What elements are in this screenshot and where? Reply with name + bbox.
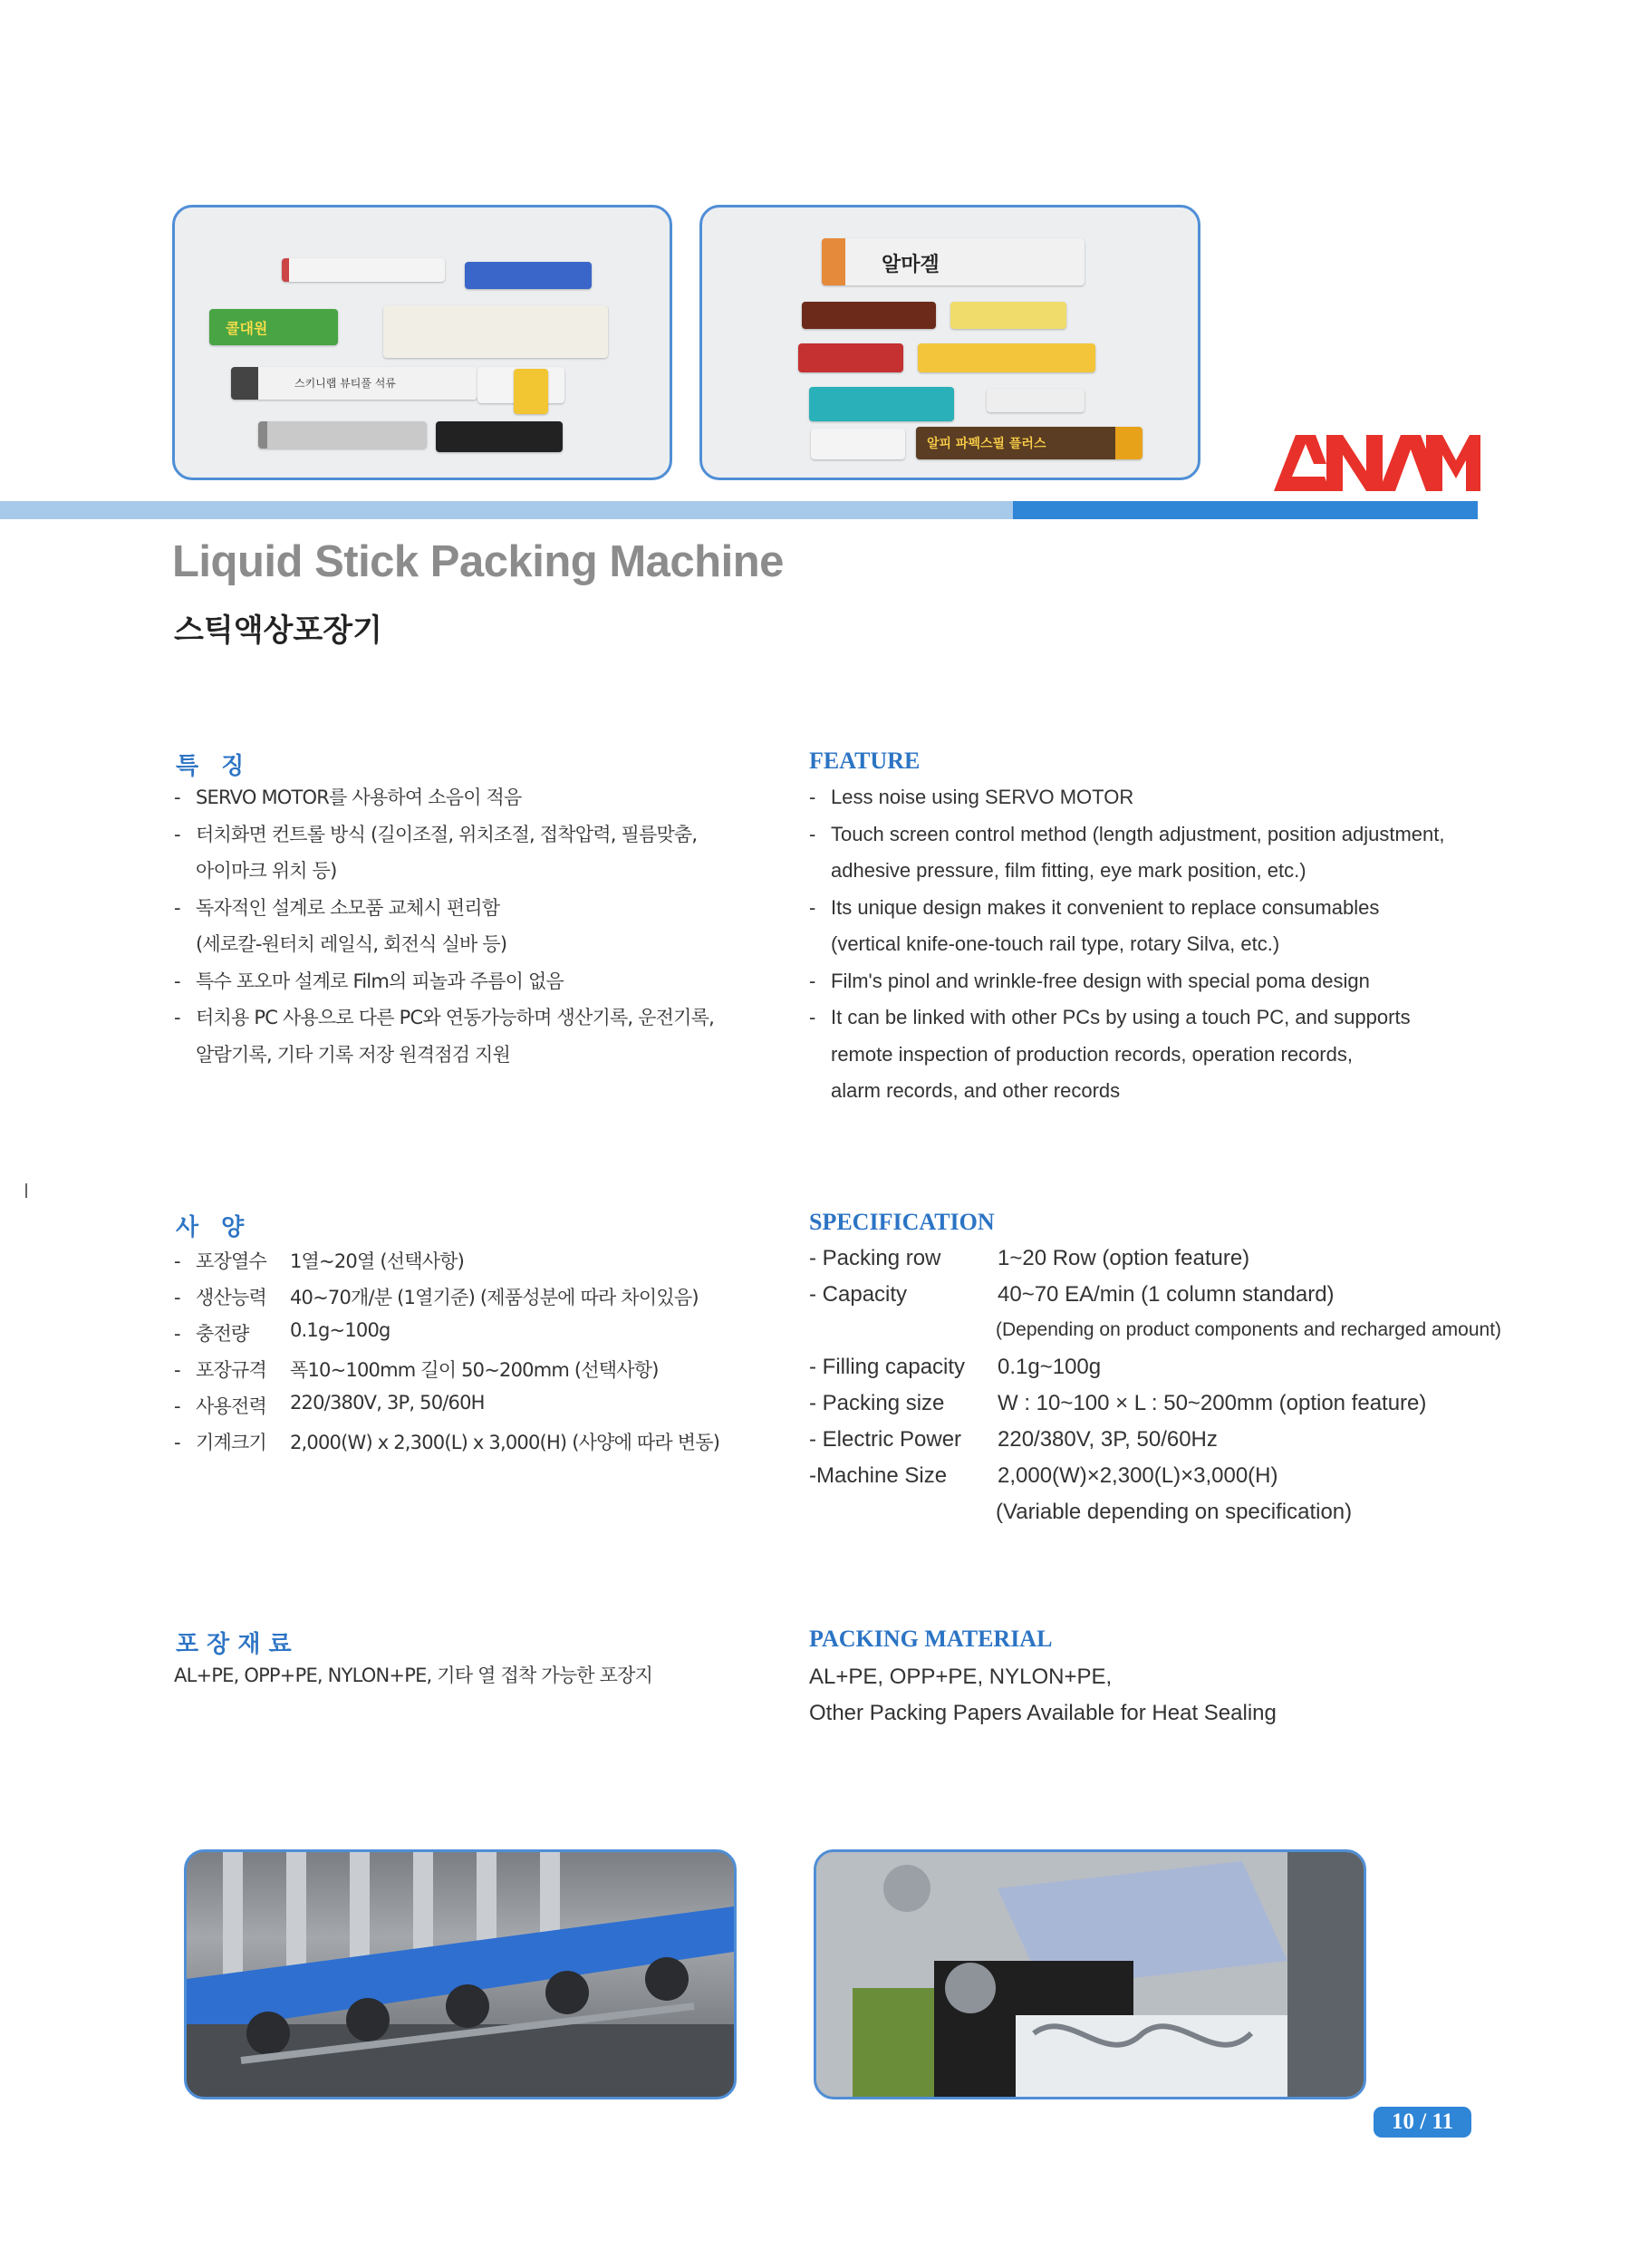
spec-heading-en: SPECIFICATION (809, 1209, 995, 1235)
packing-heading-ko: 포 장 재 료 (176, 1631, 292, 1658)
list-item: - Film's pinol and wrinkle-free design with special poma design (809, 969, 1370, 992)
machine-detail-photo (184, 1849, 737, 2099)
anam-logo (1270, 433, 1480, 493)
margin-mark (25, 1183, 27, 1198)
stick-sample (258, 421, 427, 449)
list-item: - Touch screen control method (length adjustment, position adjustment, (809, 822, 1445, 845)
stick-sample (798, 343, 903, 372)
page-subtitle: 스틱액상포장기 (174, 613, 382, 649)
packing-text-ko: AL+PE, OPP+PE, NYLON+PE, 기타 열 접착 가능한 포장지 (174, 1665, 653, 1686)
spec-heading-ko: 사 양 (176, 1214, 245, 1241)
spec-row: - 생산능력 40~70개/분 (1열기준) (제품성분에 따라 차이있음) (174, 1287, 699, 1308)
stick-sample: 알피 파펙스필 플러스 (916, 427, 1142, 459)
list-item: - 터치용 PC 사용으로 다른 PC와 연동가능하며 생산기록, 운전기록, (174, 1007, 714, 1028)
stick-sample (950, 302, 1066, 329)
packing-heading-en: PACKING MATERIAL (809, 1626, 1053, 1652)
stick-sample (918, 343, 1095, 372)
list-item: (세로칼-원터치 레일식, 회전식 실바 등) (196, 933, 507, 955)
spec-row: - 사용전력 220/380V, 3P, 50/60H (174, 1392, 485, 1417)
stick-sample (282, 258, 445, 282)
machine-overview-illustration (816, 1852, 1364, 2097)
stick-sample (436, 421, 563, 452)
stick-sample (811, 429, 905, 459)
spec-row: - 포장열수 1열~20열 (선택사항) (174, 1250, 465, 1272)
stick-sample: 알마겔 (822, 238, 1085, 285)
stick-sample (465, 262, 592, 289)
list-item: - Less noise using SERVO MOTOR (809, 786, 1134, 808)
list-item: - It can be linked with other PCs by using a touch PC, and supports (809, 1006, 1411, 1028)
list-item: - 특수 포오마 설계로 Film의 피놀과 주름이 없음 (174, 970, 564, 992)
product-samples-photo-left (172, 205, 672, 480)
page-number: 10 / 11 (1374, 2107, 1471, 2138)
list-item: - 터치화면 컨트롤 방식 (길이조절, 위치조절, 접착압력, 필름맞춤, (174, 823, 698, 845)
list-item: (vertical knife-one-touch rail type, rotary Silva, etc.) (831, 932, 1280, 955)
spec-row: - 기계크기 2,000(W) x 2,300(L) x 3,000(H) (사양에 따라 변동) (174, 1432, 720, 1453)
stick-sample (987, 389, 1085, 412)
product-samples-photo-right (699, 205, 1200, 480)
list-item: adhesive pressure, film fitting, eye mark position, etc.) (831, 859, 1306, 882)
packing-text-en-1: AL+PE, OPP+PE, NYLON+PE, (809, 1665, 1113, 1689)
list-item: - 독자적인 설계로 소모품 교체시 편리함 (174, 896, 500, 919)
machine-detail-illustration (187, 1852, 734, 2097)
stick-sample (383, 305, 608, 358)
feature-heading-en: FEATURE (809, 748, 921, 774)
list-item: alarm records, and other records (831, 1079, 1121, 1102)
list-item: 아이마크 위치 등) (196, 860, 337, 882)
page-title: Liquid Stick Packing Machine (172, 537, 784, 586)
feature-list-en (809, 779, 1445, 1110)
header-bar-dark (1013, 501, 1478, 519)
stick-sample (809, 387, 954, 421)
list-item: - Its unique design makes it convenient to replace consumables (809, 895, 1380, 919)
stick-sample: 스키니랩 뷰티풀 석류 (231, 367, 477, 400)
spec-row: - 포장규격 폭10~100mm 길이 50~200mm (선택사항) (174, 1359, 659, 1381)
machine-overview-photo (814, 1849, 1366, 2099)
list-item: 알람기록, 기타 기록 저장 원격점검 지원 (196, 1043, 511, 1066)
stick-sample: 콜대원 (209, 309, 338, 345)
feature-list-ko (174, 779, 714, 1073)
list-item: - SERVO MOTOR를 사용하여 소음이 적음 (174, 787, 522, 808)
list-item: remote inspection of production records, operation records, (831, 1042, 1353, 1066)
spec-row: - 충전량 0.1g~100g (174, 1319, 390, 1345)
stick-sample (802, 302, 936, 329)
stick-sample (514, 369, 548, 414)
packing-text-en-2: Other Packing Papers Available for Heat Sealing (809, 1701, 1277, 1725)
feature-heading-ko: 특 징 (176, 753, 245, 780)
header-bar-light (0, 501, 1013, 519)
